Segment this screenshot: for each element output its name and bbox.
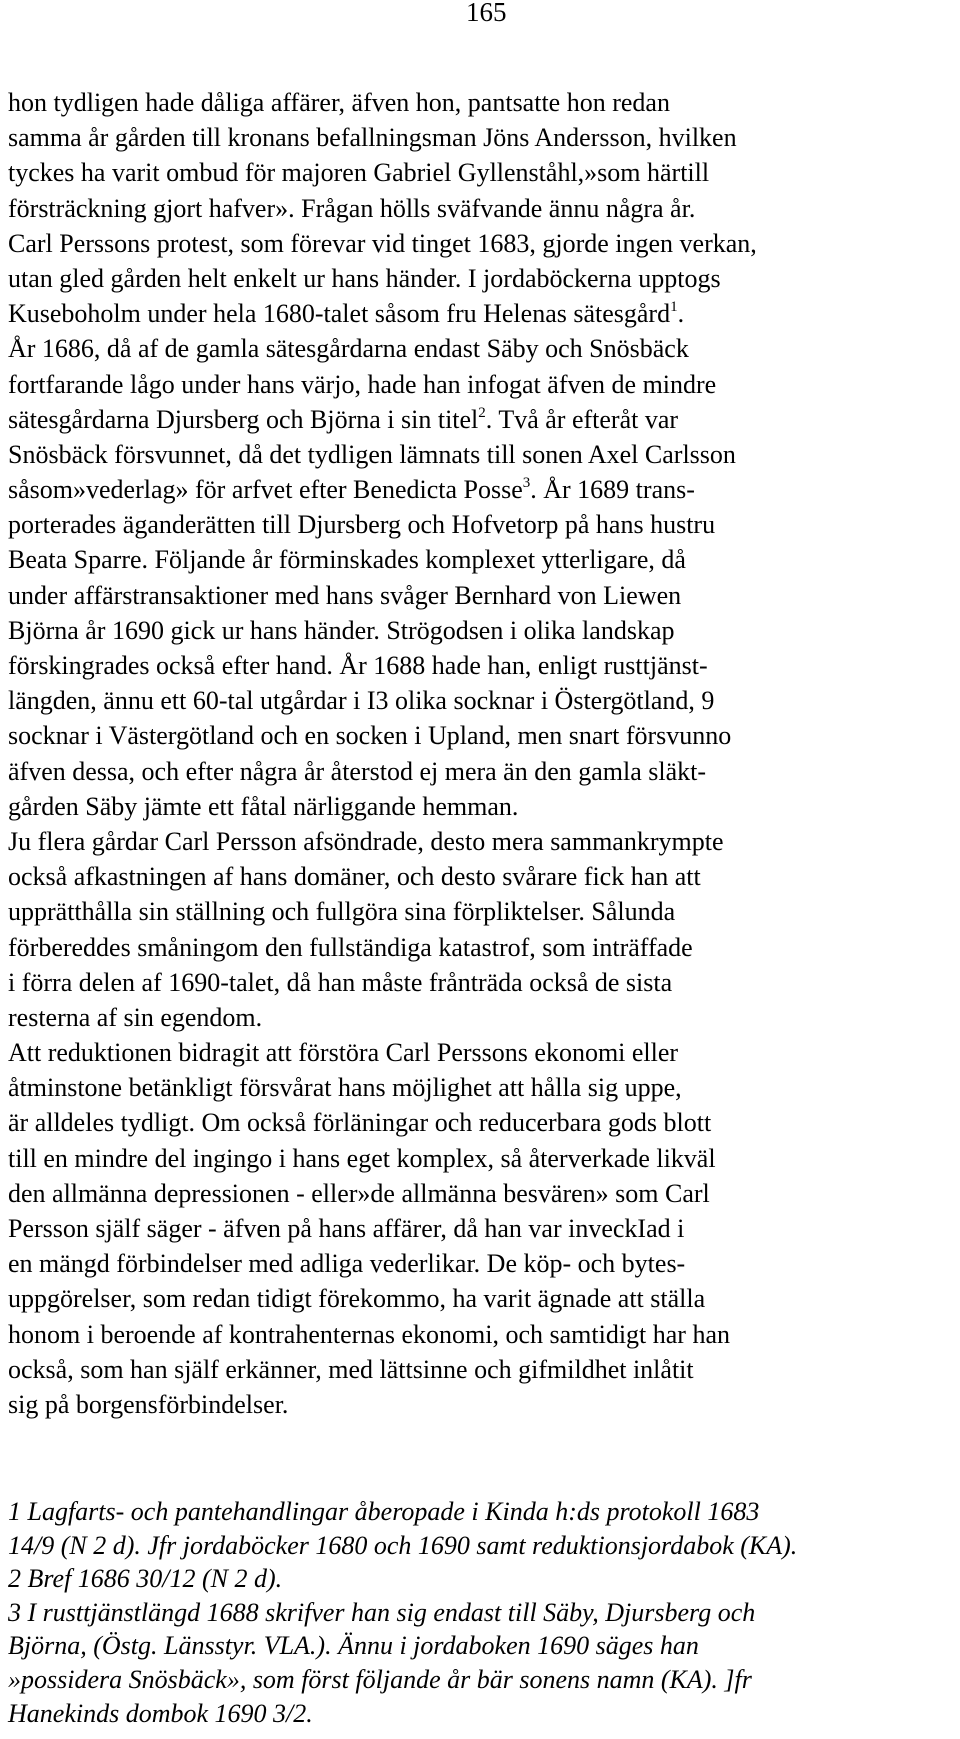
footnote-line: Björna, (Östg. Länsstyr. VLA.). Ännu i jordaboken 1690 säges han (8, 1631, 699, 1661)
text-segment: är alldeles tydligt. Om också förläningar och reducerbara gods blott (8, 1108, 712, 1138)
text-segment: Kuseboholm under hela 1680-talet såsom fru Helenas sätesgård (8, 299, 671, 329)
body-line (8, 578, 960, 613)
text-segment: utan gled gården helt enkelt ur hans händer. I jordaböckerna upptogs (8, 263, 721, 293)
footnote-line: 1 Lagfarts- och pantehandlingar åberopade i Kinda h:ds protokoll 1683 (8, 1497, 760, 1526)
text-segment: Snösbäck försvunnet, då det tydligen lämnats till sonen Axel Carlsson (8, 439, 736, 469)
body-line (8, 1000, 960, 1035)
text-segment: under affärstransaktioner med hans svåger Bernhard von Liewen (8, 580, 682, 610)
text-segment: upprätthålla sin ställning och fullgöra sina förpliktelser. Sålunda (8, 897, 676, 927)
body-line (8, 1105, 960, 1140)
body-line (8, 1035, 960, 1070)
body-line (8, 718, 960, 753)
text-segment: uppgörelser, som redan tidigt förekommo, ha varit ägnade att ställa (8, 1284, 706, 1314)
text-segment: sätesgårdarna Djursberg och Björna i sin titel (8, 404, 479, 434)
body-line (8, 930, 960, 965)
text-segment: Björna år 1690 gick ur hans händer. Strögodsen i olika landskap (8, 615, 675, 645)
text-segment: den allmänna depressionen - eller»de allmänna besvären» som Carl (8, 1178, 710, 1208)
text-segment: resterna af sin egendom. (8, 1002, 263, 1032)
text-segment: honom i beroende af kontrahenternas ekonomi, och samtidigt har han (8, 1319, 731, 1349)
body-line (8, 1352, 960, 1387)
body-line (8, 226, 960, 261)
text-segment: porterades äganderätten till Djursberg och Hofvetorp på hans hustru (8, 510, 716, 540)
text-segment: såsom»vederlag» för arfvet efter Benedicta Posse (8, 475, 523, 505)
text-segment: hon tydligen hade dåliga affärer, äfven hon, pantsatte hon redan (8, 88, 670, 117)
footnote-marker: 3 (522, 475, 531, 492)
footnote-marker: 1 (670, 299, 678, 316)
text-segment: längden, ännu ett 60-tal utgårdar i I3 olika socknar i Östergötland, 9 (8, 686, 715, 716)
text-segment: en mängd förbindelser med adliga vederlikar. De köp- och bytes- (8, 1249, 686, 1279)
text-segment: sig på borgensförbindelser. (8, 1389, 289, 1419)
text-segment: försträckning gjort hafver». Frågan hölls sväfvande ännu några år. (8, 193, 696, 223)
body-line (8, 754, 960, 789)
text-segment: till en mindre del ingingo i hans eget komplex, så återverkade likväl (8, 1143, 716, 1173)
body-line (8, 1387, 960, 1422)
text-segment: förbereddes småningom den fullständiga katastrof, som inträffade (8, 932, 693, 962)
body-line (8, 1211, 960, 1246)
text-segment: i förra delen af 1690-talet, då han måste frånträda också de sista (8, 967, 673, 997)
footnotes (8, 1495, 960, 1730)
body-line (8, 507, 960, 542)
page-number: 165 (466, 0, 507, 27)
body-line (8, 789, 960, 824)
text-segment: gården Säby jämte ett fåtal närliggande hemman. (8, 791, 519, 821)
body-line (8, 613, 960, 648)
body-line (8, 437, 960, 472)
body-line (8, 824, 960, 859)
text-segment: . År 1689 trans- (530, 475, 695, 505)
footnote-line: »possidera Snösbäck», som först följande år bär sonens namn (KA). ]fr (8, 1664, 752, 1694)
body-line (8, 1281, 960, 1316)
footnote-marker: 2 (478, 404, 486, 421)
text-segment: Beata Sparre. Följande år förminskades komplexet ytterligare, då (8, 545, 686, 575)
text-segment: Persson själf säger - äfven på hans affärer, då han var inveckIad i (8, 1214, 685, 1243)
footnote-line: Hanekinds dombok 1690 3/2. (8, 1698, 313, 1728)
body-line (8, 542, 960, 577)
body-line (8, 191, 960, 226)
body-line (8, 648, 960, 683)
body-line (8, 261, 960, 296)
text-segment: År 1686, då af de gamla sätesgårdarna endast Säby och Snösbäck (8, 334, 689, 364)
body-line (8, 367, 960, 402)
body-line (8, 965, 960, 1000)
text-segment: fortfarande lågo under hans värjo, hade han infogat äfven de mindre (8, 369, 717, 399)
text-segment: . Två år efteråt var (485, 404, 679, 434)
body-line (8, 472, 960, 507)
body-line (8, 120, 960, 155)
text-segment: socknar i Västergötland och en socken i Upland, men snart försvunno (8, 721, 732, 751)
body-line (8, 1141, 960, 1176)
text-segment: Carl Perssons protest, som förevar vid tinget 1683, gjorde ingen verkan, (8, 228, 757, 258)
body-line (8, 155, 960, 190)
text-segment: också, som han själf erkänner, med lättsinne och gifmildhet inlåtit (8, 1354, 694, 1384)
text-segment: också afkastningen af hans domäner, och desto svårare fick han att (8, 862, 701, 892)
text-segment: samma år gården till kronans befallningsman Jöns Andersson, hvilken (8, 123, 737, 153)
text-segment: . (677, 299, 685, 329)
text-segment: Ju flera gårdar Carl Persson afsöndrade, desto mera sammankrympte (8, 826, 724, 856)
body-line (8, 683, 960, 718)
text-segment: äfven dessa, och efter några år återstod ej mera än den gamla släkt- (8, 756, 707, 786)
text-segment: åtminstone betänkligt försvårat hans möjlighet att hålla sig uppe, (8, 1073, 682, 1103)
body-line (8, 1070, 960, 1105)
footnote-line: 2 Bref 1686 30/12 (N 2 d). (8, 1564, 283, 1594)
body-line (8, 331, 960, 366)
footnote-line: 3 I rusttjänstlängd 1688 skrifver han sig endast till Säby, Djursberg och (8, 1597, 756, 1627)
text-segment: Att reduktionen bidragit att förstöra Carl Perssons ekonomi eller (8, 1038, 679, 1068)
body-line (8, 85, 960, 120)
body-line (8, 1246, 960, 1281)
body-line (8, 1317, 960, 1352)
body-line (8, 1176, 960, 1211)
body-line (8, 296, 960, 331)
footnote-line: 14/9 (N 2 d). Jfr jordaböcker 1680 och 1690 samt reduktionsjordabok (KA). (8, 1530, 798, 1560)
text-segment: förskingrades också efter hand. År 1688 hade han, enligt rusttjänst- (8, 651, 708, 680)
text-segment: tyckes ha varit ombud för majoren Gabriel Gyllenståhl,»som härtill (8, 158, 710, 188)
body-line (8, 894, 960, 929)
body-text (8, 85, 960, 1422)
body-line (8, 402, 960, 437)
body-line (8, 859, 960, 894)
